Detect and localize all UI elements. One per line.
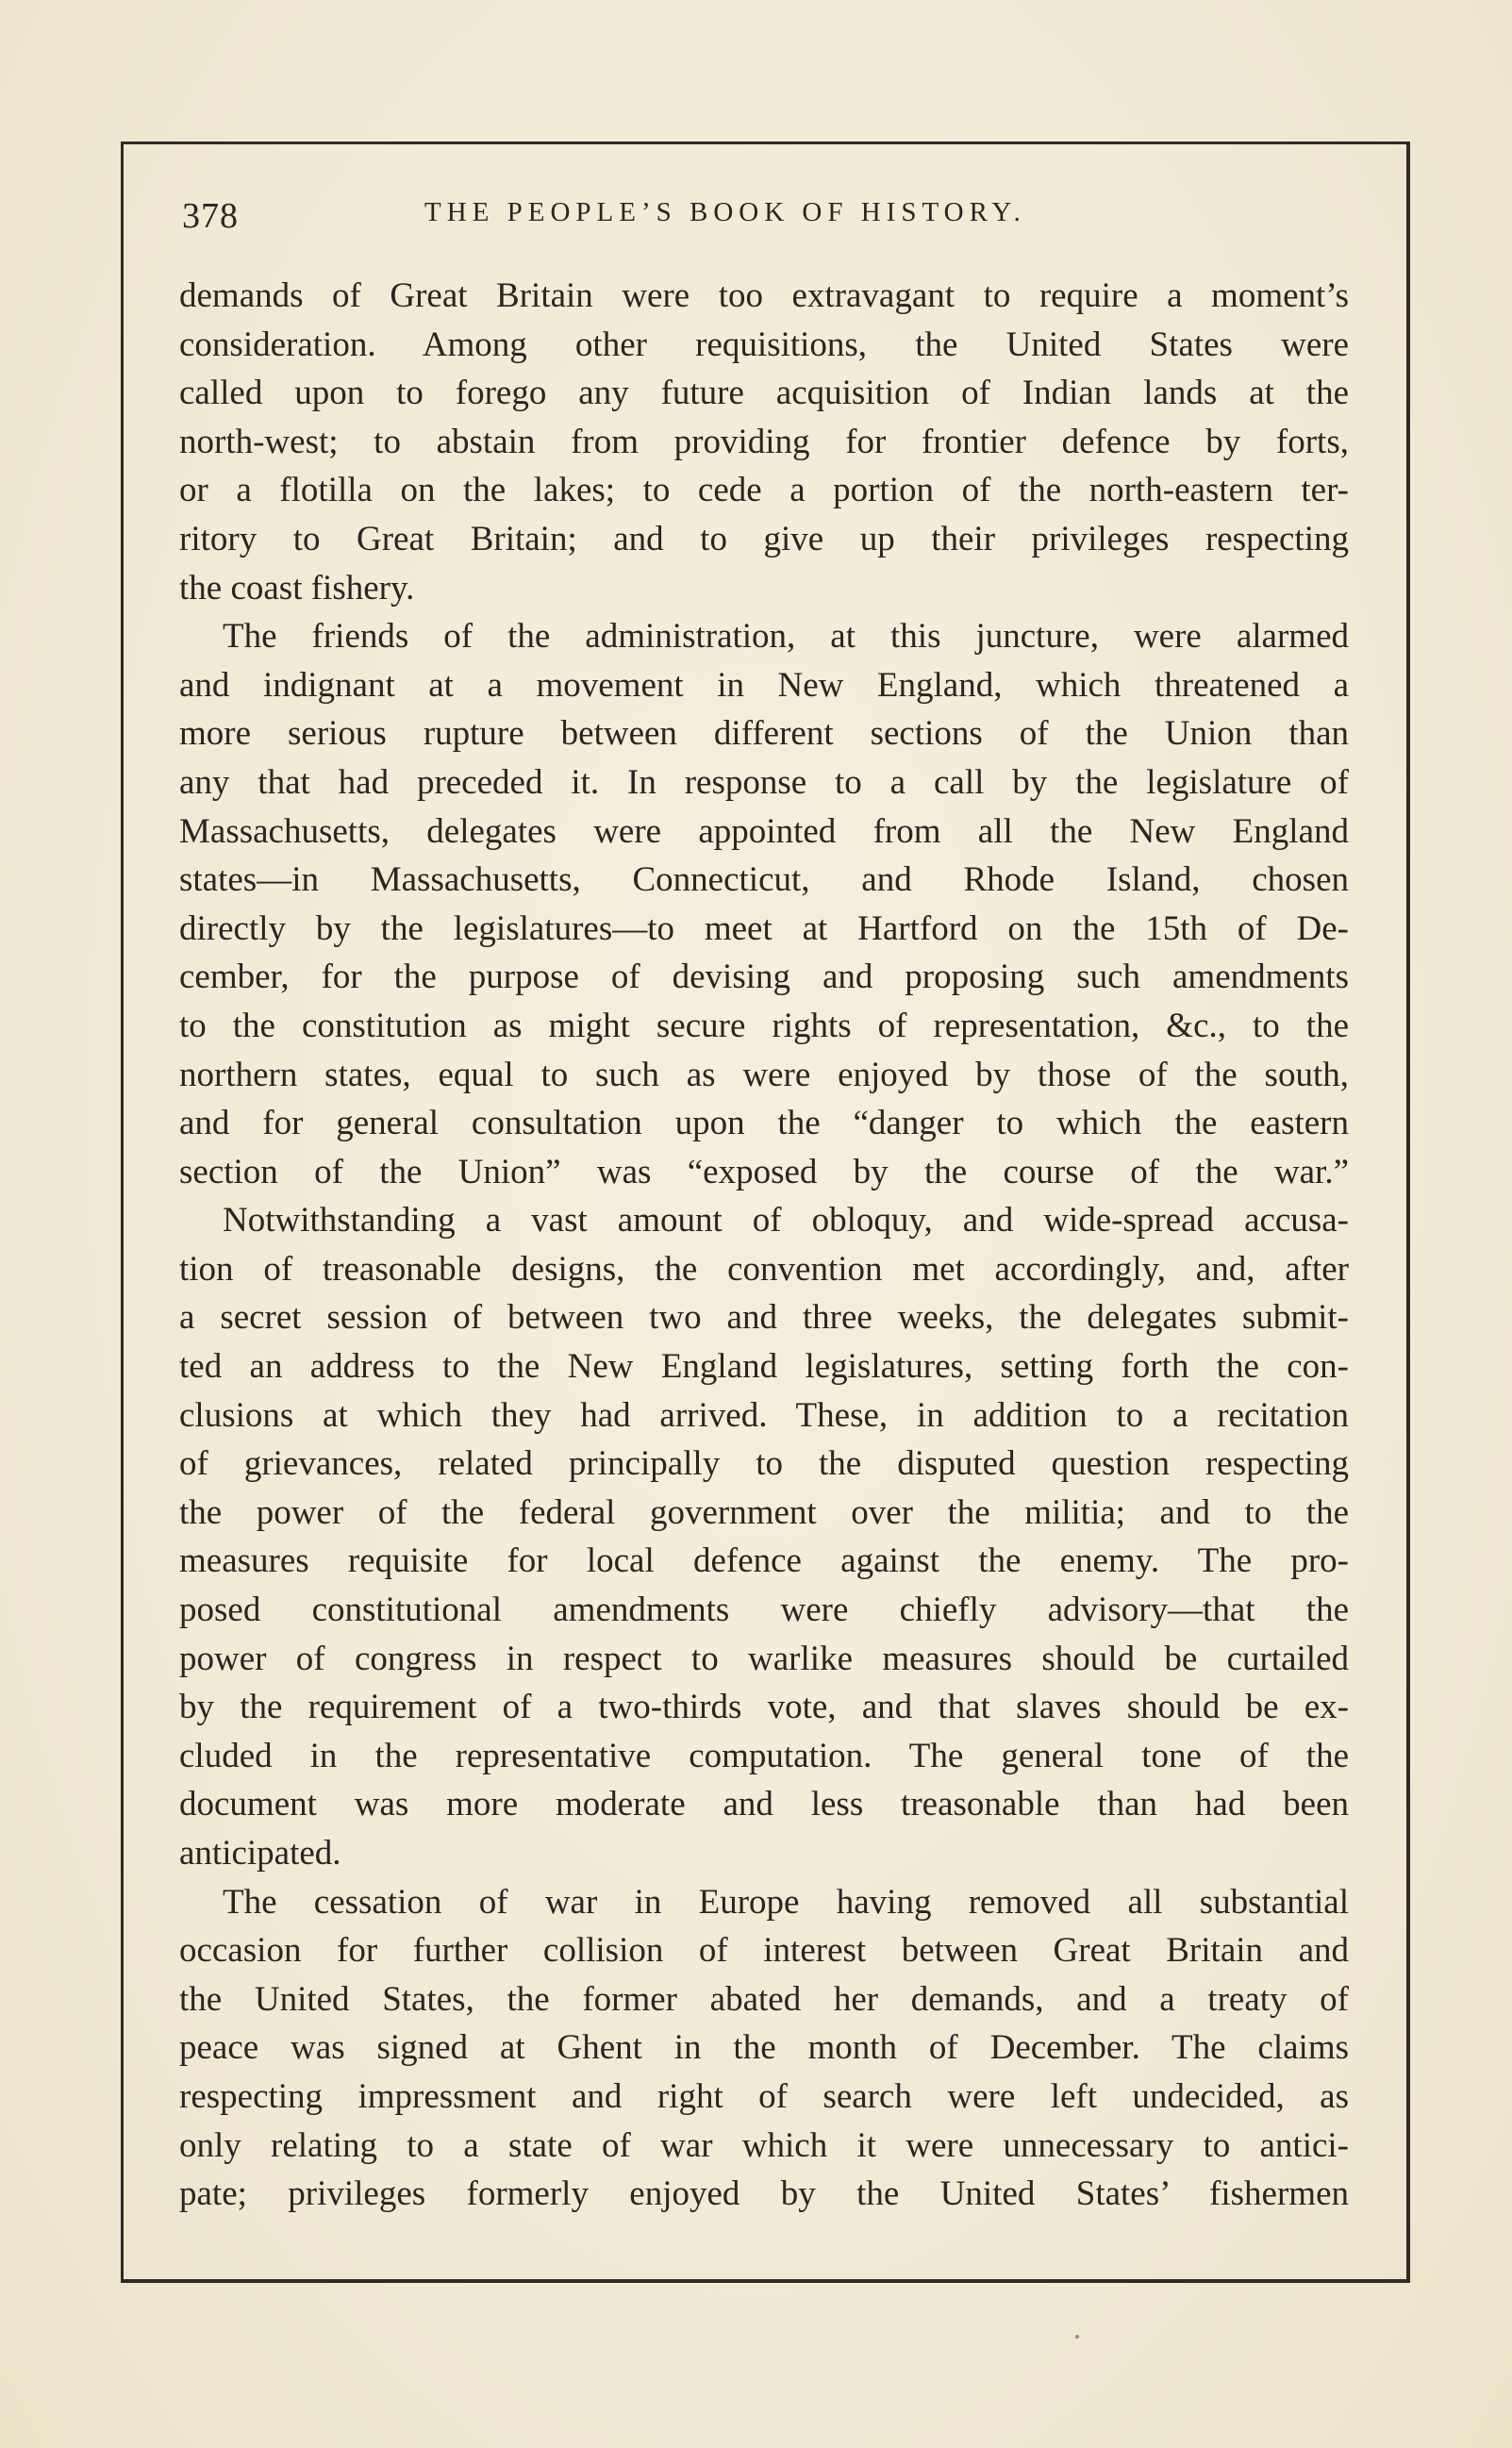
text-line: peace was signed at Ghent in the month of December. The claims	[179, 2028, 1349, 2068]
text-line: the United States, the former abated her demands, and a treaty of	[179, 1979, 1349, 2019]
text-line: by the requirement of a two-thirds vote, and that slaves should be ex-	[179, 1688, 1349, 1727]
paper-speck	[1075, 2335, 1079, 2339]
text-line: The friends of the administration, at this juncture, were alarmed	[223, 617, 1349, 657]
text-line: the coast fishery.	[179, 568, 415, 608]
text-line: section of the Union” was “exposed by the course of the war.”	[179, 1152, 1349, 1191]
running-head: THE PEOPLE’S BOOK OF HISTORY.	[424, 197, 1026, 227]
text-line: document was more moderate and less treasonable than had been	[179, 1785, 1349, 1824]
text-line: of grievances, related principally to the disputed question respecting	[179, 1444, 1349, 1484]
text-line: clusions at which they had arrived. These, in addition to a recitation	[179, 1395, 1349, 1435]
page-header	[179, 193, 1349, 241]
text-line: a secret session of between two and three weeks, the delegates submit-	[179, 1298, 1349, 1338]
text-line: northern states, equal to such as were enjoyed by those of the south,	[179, 1055, 1349, 1094]
text-line: the power of the federal government over the militia; and to the	[179, 1492, 1349, 1532]
text-line: power of congress in respect to warlike measures should be curtailed	[179, 1639, 1349, 1678]
text-line: pate; privileges formerly enjoyed by the United States’ fishermen	[179, 2174, 1349, 2214]
text-line: Notwithstanding a vast amount of obloquy, and wide-spread accusa-	[223, 1201, 1349, 1241]
text-line: respecting impressment and right of search were left undecided, as	[179, 2076, 1349, 2116]
text-line: to the constitution as might secure rights of representation, &c., to the	[179, 1006, 1349, 1045]
text-line: cember, for the purpose of devising and proposing such amendments	[179, 958, 1349, 997]
text-line: directly by the legislatures—to meet at Hartford on the 15th of De-	[179, 908, 1349, 948]
text-line: ritory to Great Britain; and to give up their privileges respecting	[179, 519, 1349, 558]
text-line: and indignant at a movement in New England, which threatened a	[179, 665, 1349, 705]
text-line: measures requisite for local defence against the enemy. The pro-	[179, 1541, 1349, 1581]
text-line: occasion for further collision of interest between Great Britain and	[179, 1931, 1349, 1971]
text-line: any that had preceded it. In response to a call by the legislature of	[179, 762, 1349, 802]
text-line: cluded in the representative computation. The general tone of the	[179, 1736, 1349, 1775]
text-line: called upon to forego any future acquisition of Indian lands at the	[179, 374, 1349, 413]
body-text	[179, 272, 1349, 2219]
text-line: and for general consultation upon the “danger to which the eastern	[179, 1104, 1349, 1143]
text-line: consideration. Among other requisitions, the United States were	[179, 325, 1349, 364]
text-line: The cessation of war in Europe having removed all substantial	[223, 1882, 1349, 1922]
text-line: north-west; to abstain from providing for frontier defence by forts,	[179, 422, 1349, 461]
text-line: posed constitutional amendments were chiefly advisory—that the	[179, 1590, 1349, 1630]
text-line: anticipated.	[179, 1834, 341, 1873]
page-number: 378	[182, 196, 239, 236]
text-line: Massachusetts, delegates were appointed from all the New England	[179, 811, 1349, 851]
text-line: more serious rupture between different sections of the Union than	[179, 714, 1349, 754]
text-line: states—in Massachusetts, Connecticut, and Rhode Island, chosen	[179, 860, 1349, 900]
text-line: tion of treasonable designs, the convention met accordingly, and, after	[179, 1249, 1349, 1289]
text-line: or a flotilla on the lakes; to cede a portion of the north-eastern ter-	[179, 471, 1349, 510]
text-line: ted an address to the New England legislatures, setting forth the con-	[179, 1347, 1349, 1387]
text-line: demands of Great Britain were too extravagant to require a moment’s	[179, 276, 1349, 315]
text-line: only relating to a state of war which it were unnecessary to antici-	[179, 2125, 1349, 2165]
